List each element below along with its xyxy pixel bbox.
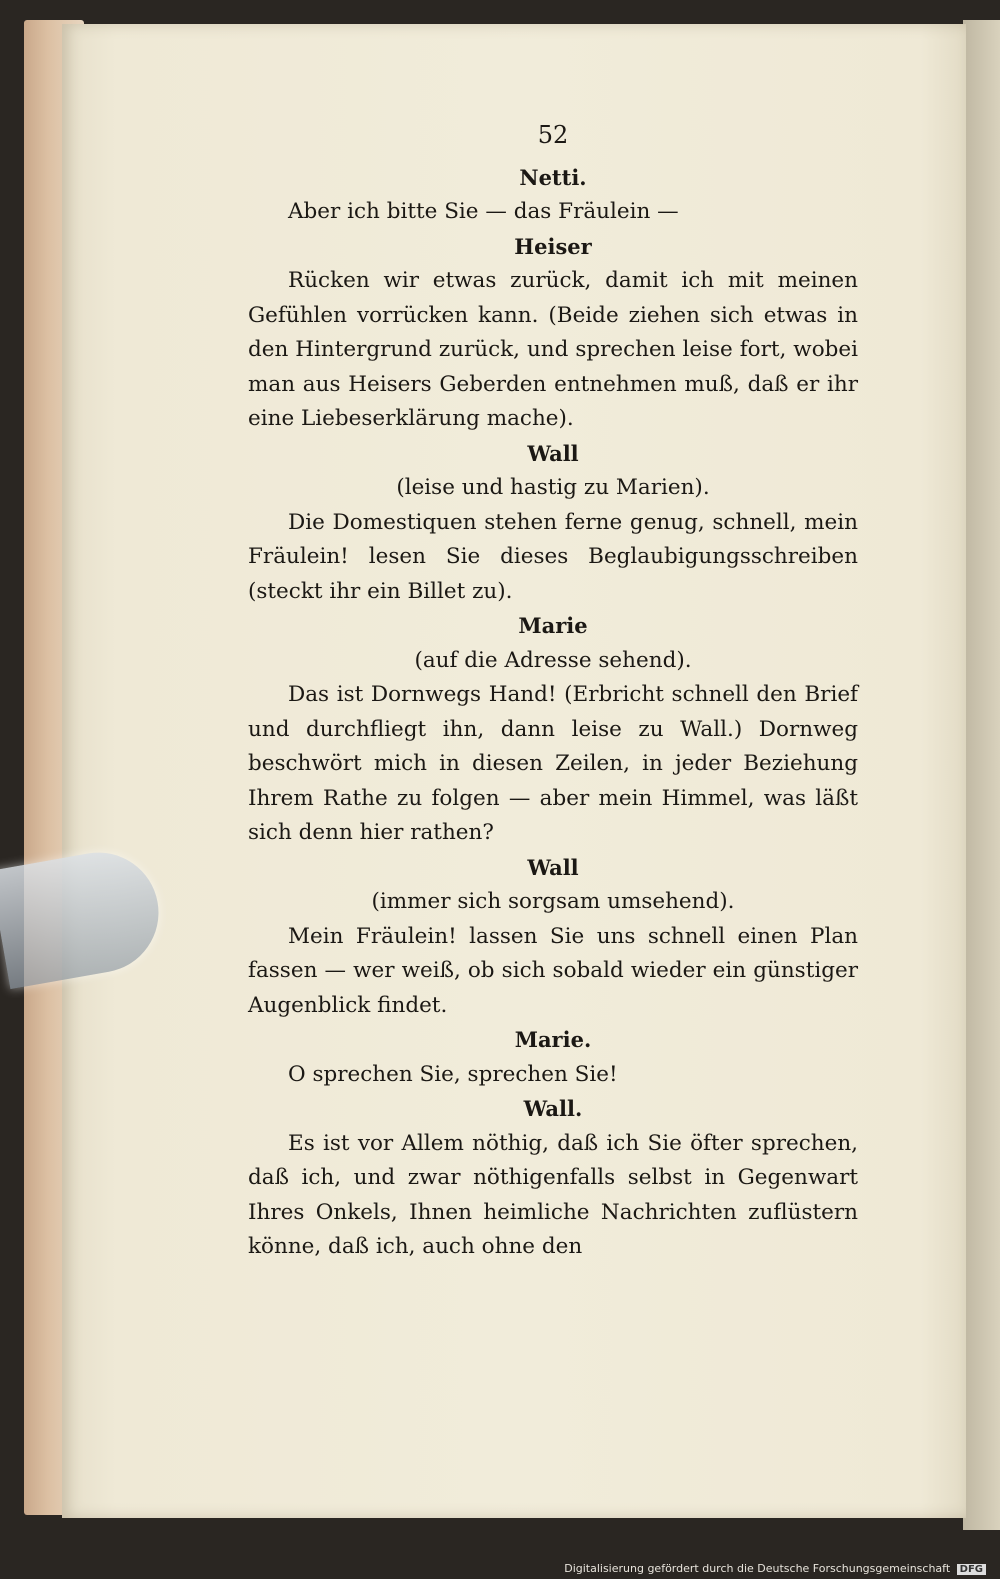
facing-page-edge — [963, 20, 1000, 1530]
stage-direction: (auf die Adresse sehend). — [414, 647, 692, 673]
speaker-name: Netti. — [519, 164, 587, 190]
speech-text: Mein Fräulein! lassen Sie uns schnell einen Plan fassen — wer weiß, ob sich sobald wieder ein günstiger Augenblick findet. — [248, 923, 858, 1018]
speech-block — [248, 195, 858, 230]
speech-text: Die Domestiquen stehen ferne genug, schnell, mein Fräulein! lesen Sie dieses Beglaubigungsschreiben (steckt ihr ein Billet zu). — [248, 509, 858, 604]
speech-text: Rücken wir etwas zurück, damit ich mit meinen Gefühlen vorrücken kann. (Beide ziehen sich etwas in den Hintergrund zurück, und sprechen leise fort, wobei man aus Heisers Geberden entnehmen muß, daß er ihr eine Liebeserklärung mache). — [248, 268, 858, 431]
speaker-name: Wall — [527, 854, 579, 880]
speech-text: O sprechen Sie, sprechen Sie! — [288, 1061, 618, 1087]
footer-credit-text: Digitalisierung gefördert durch die Deutsche Forschungsgemeinschaft — [564, 1562, 951, 1575]
text-blocks — [248, 161, 858, 1265]
speaker-name: Wall — [527, 440, 579, 466]
page-number: 52 — [537, 121, 569, 149]
page-text — [248, 118, 858, 1265]
speech-block — [248, 264, 858, 437]
dfg-logo: DFG — [957, 1564, 986, 1575]
speech-block — [248, 920, 858, 1024]
stage-direction: (leise und hastig zu Marien). — [396, 475, 710, 500]
stage-direction: (immer sich sorgsam umsehend). — [371, 889, 735, 914]
speech-block — [248, 1127, 858, 1265]
speech-block — [248, 506, 858, 610]
speech-block — [248, 1058, 858, 1093]
footer-credit — [564, 1562, 986, 1575]
speaker-name: Wall. — [523, 1096, 583, 1121]
speaker-name: Marie — [518, 613, 588, 638]
speaker-name: Heiser — [514, 233, 592, 259]
speech-block — [248, 678, 858, 851]
speaker-name: Marie. — [514, 1027, 592, 1052]
speech-text: Aber ich bitte Sie — das Fräulein — — [288, 199, 679, 224]
speech-text: Das ist Dornwegs Hand! (Erbricht schnell den Brief und durchfliegt ihn, dann leise zu Wall.) Dornweg beschwört mich in diesen Zeilen, in jeder Beziehung Ihrem Rathe zu folgen — aber mein Himmel, was läßt sich denn hier rathen? — [248, 682, 858, 845]
speech-text: Es ist vor Allem nöthig, daß ich Sie öfter sprechen, daß ich, und zwar nöthigenfalls selbst in Gegenwart Ihres Onkels, Ihnen heimliche Nachrichten zuflüstern könne, daß ich, auch ohne den — [248, 1130, 858, 1259]
